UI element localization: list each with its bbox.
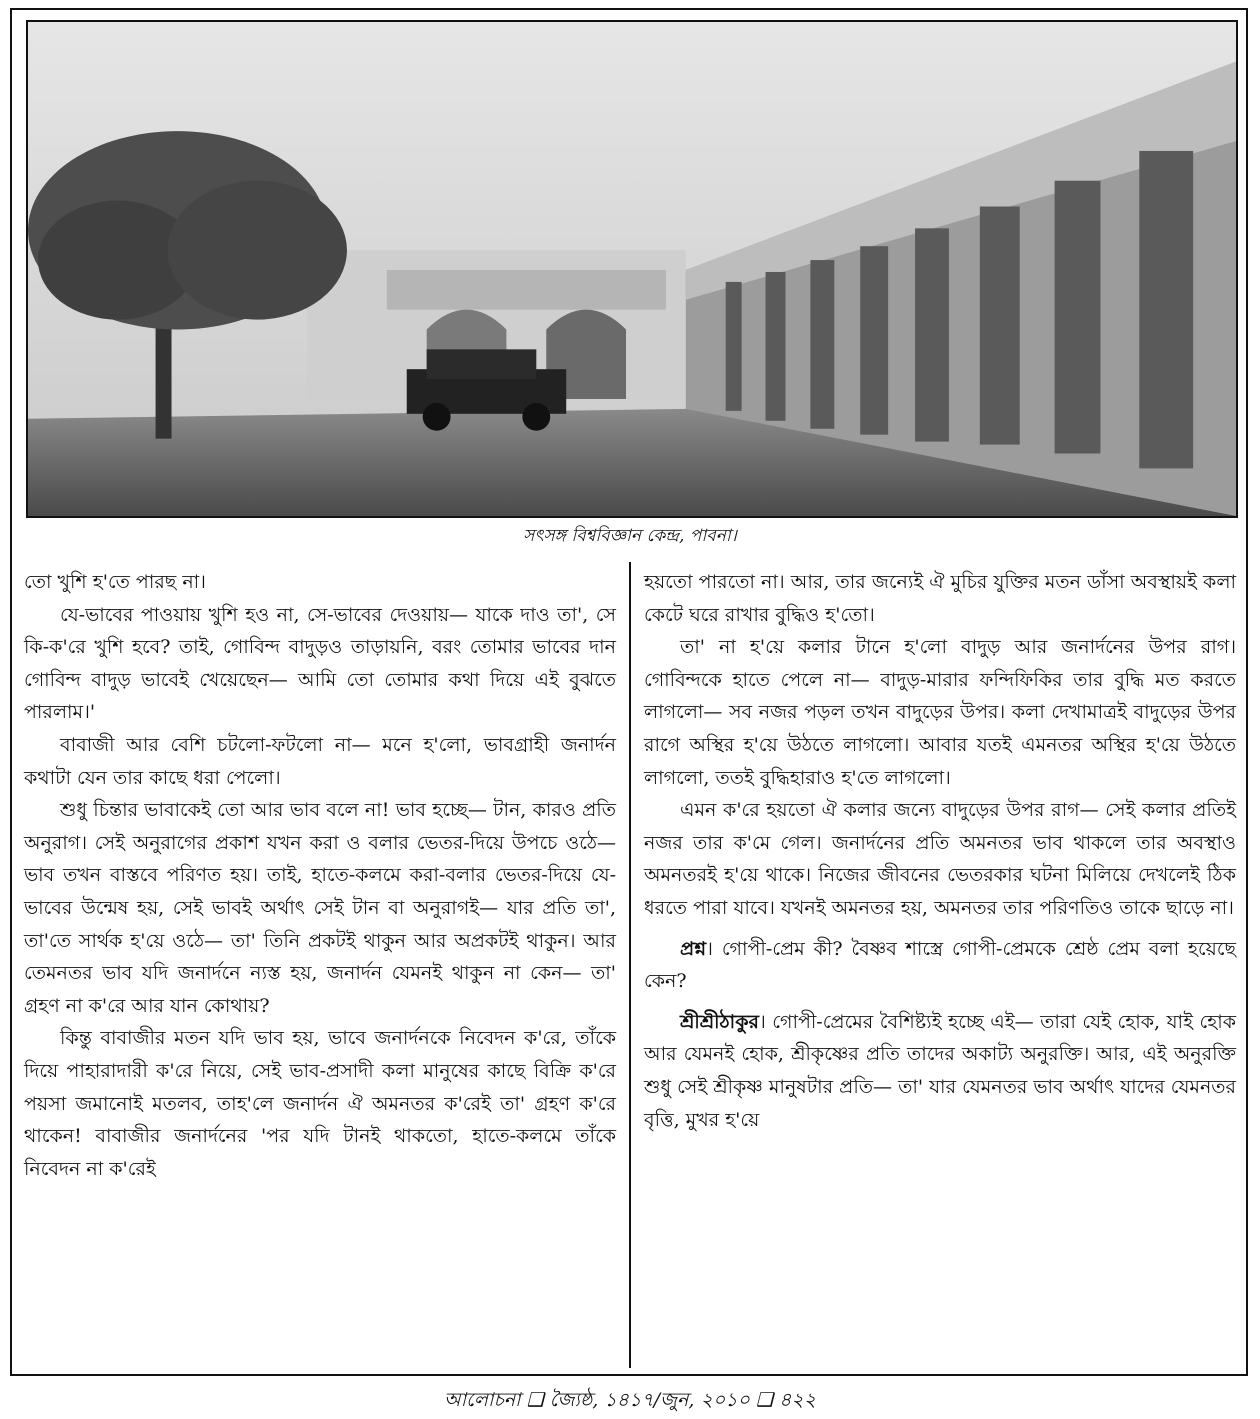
question-paragraph bbox=[644, 933, 1236, 998]
right-column bbox=[644, 566, 1236, 1136]
right-paragraph-3: এমন ক'রে হয়তো ঐ কলার জন্যে বাদুড়ের উপর রাগ— সেই কলার প্রতিই নজর তার ক'মে গেল। জনার্দনের প্রতি অমনতর ভাব থাকলে তার অবস্থাও অমনতরই হ'য়ে থাকে। নিজের জীবনের ভেতরকার ঘটনা মিলিয়ে দেখলেই ঠিক ধরতে পারা যাবে। যখনই অমনতর হয়, অমনতর তার পরিণতিও তাকে ছাড়ে না। bbox=[644, 799, 1236, 919]
left-paragraph-1: তো খুশি হ'তে পারছ না। bbox=[24, 571, 206, 593]
photo-caption: সৎসঙ্গ বিশ্ববিজ্ঞান কেন্দ্র, পাবনা। bbox=[523, 526, 737, 546]
left-paragraph-4: শুধু চিন্তার ভাবাকেই তো আর ভাব বলে না! ভাব হচ্ছে— টান, কারও প্রতি অনুরাগ। সেই অনুরাগের প্রকাশ যখন করা ও বলার ভেতর-দিয়ে উপচে ওঠে— ভাব তখন বাস্তবে পরিণত হয়। তাই, হাতে-কলমে করা-বলার ভেতর-দিয়ে যে-ভাবের উন্মেষ হয়, সেই ভাবই অর্থাৎ সেই টান বা অনুরাগই— যার প্রতি তা', তা'তে সার্থক হ'য়ে ওঠে— তা' তিনি প্রকটই থাকুন আর অপ্রকটই থাকুন। আর তেমনতর ভাব যদি জনার্দনে ন্যস্ত হয়, জনার্দন যেমনই থাকুন না কেন— তা' গ্রহণ না ক'রে আর যান কোথায়? bbox=[24, 799, 616, 1017]
left-paragraph-5: কিন্তু বাবাজীর মতন যদি ভাব হয়, ভাবে জনার্দনকে নিবেদন ক'রে, তাঁকে দিয়ে পাহারাদারী ক'রে নিয়ে, সেই ভাব-প্রসাদী কলা মানুষের কাছে বিক্রি ক'রে পয়সা জমানোই মতলব, তাহ'লে জনার্দন ঐ অমনতর ক'রেই তা' গ্রহণ ক'রে থাকেন! বাবাজীর জনার্দনের 'পর যদি টানই থাকতো, হাতে-কলমে তাঁকে নিবেদন না ক'রেই bbox=[24, 1027, 616, 1180]
right-paragraph-2: তা' না হ'য়ে কলার টানে হ'লো বাদুড় আর জনার্দনের উপর রাগ। গোবিন্দকে হাতে পেলে না— বাদুড়-মারার ফন্দিফিকির তার বুদ্ধি মত করতে লাগলো— সব নজর পড়ল তখন বাদুড়ের উপর। কলা দেখামাত্রই বাদুড়ের উপর রাগে অস্থির হ'য়ে উঠতে লাগলো। আবার যতই এমনতর অস্থির হ'য়ে উঠতে লাগলো, ততই বুদ্ধিহারাও হ'তে লাগলো। bbox=[644, 636, 1236, 789]
page-footer: আলোচনা ❑ জ্যৈষ্ঠ, ১৪১৭/জুন, ২০১০ ❑ ৪২২ bbox=[443, 1389, 817, 1411]
photo-placeholder-icon bbox=[28, 22, 1236, 516]
question-label: প্রশ্ন bbox=[680, 937, 707, 960]
left-paragraph-2: যে-ভাবের পাওয়ায় খুশি হও না, সে-ভাবের দেওয়ায়— যাকে দাও তা', সে কি-ক'রে খুশি হবে? তাই, গোবিন্দ বাদুড়ও তাড়ায়নি, বরং তোমার ভাবের দান গোবিন্দ বাদুড় ভাবেই খেয়েছেন— আমি তো তোমার কথা দিয়ে এই বুঝতে পারলাম।' bbox=[24, 603, 616, 724]
left-paragraph-3: বাবাজী আর বেশি চটলো-ফটলো না— মনে হ'লো, ভাবগ্রাহী জনার্দন কথাটা যেন তার কাছে ধরা পেলো। bbox=[24, 733, 616, 789]
left-column bbox=[24, 566, 616, 1185]
answer-paragraph bbox=[644, 1006, 1236, 1136]
answer-text: । গোপী-প্রেমের বৈশিষ্ট্যই হচ্ছে এই— তারা যেই হোক, যাই হোক আর যেমনই হোক, শ্রীকৃষ্ণের প্রতি তাদের অকাট্য অনুরক্তি। আর, এই অনুরক্তি শুধু সেই শ্রীকৃষ্ণ মানুষটার প্রতি— তা' যার যেমনতর ভাব অর্থাৎ যাদের যেমনতর বৃত্তি, মুখর হ'য়ে bbox=[644, 1010, 1236, 1131]
answer-label: শ্রীশ্রীঠাকুর bbox=[680, 1010, 759, 1033]
campus-photo bbox=[26, 20, 1238, 518]
question-text: । গোপী-প্রেম কী? বৈষ্ণব শাস্ত্রে গোপী-প্রেমকে শ্রেষ্ঠ প্রেম বলা হয়েছে কেন? bbox=[644, 937, 1236, 993]
right-paragraph-1: হয়তো পারতো না। আর, তার জন্যেই ঐ মুচির যুক্তির মতন ডাঁসা অবস্থায়ই কলা কেটে ঘরে রাখার বুদ্ধিও হ'তো। bbox=[644, 571, 1236, 626]
column-divider bbox=[629, 562, 631, 1368]
